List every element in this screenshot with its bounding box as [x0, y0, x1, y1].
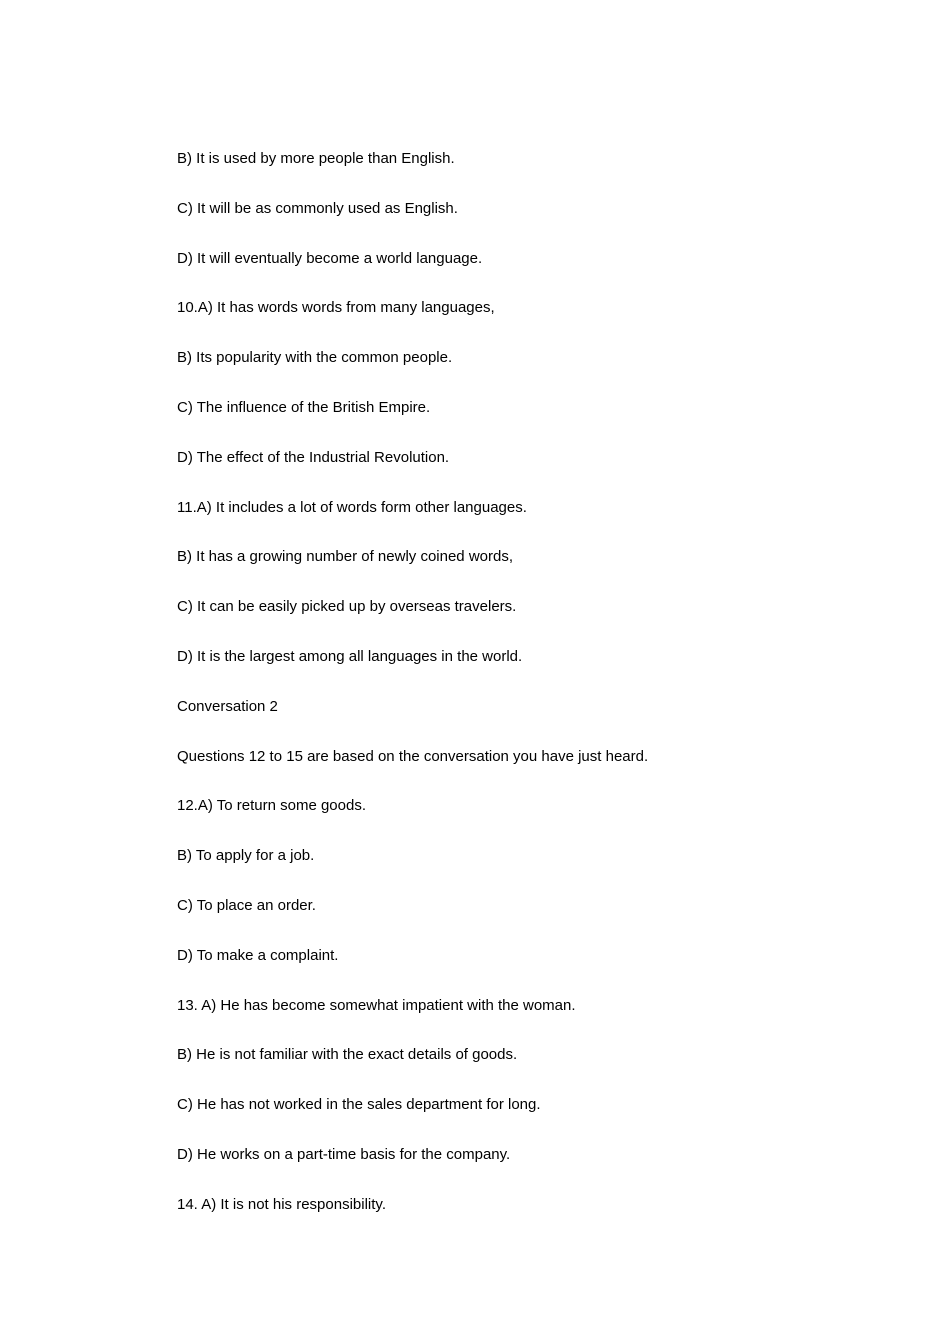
option-line: C) To place an order.: [177, 896, 316, 914]
option-line: B) He is not familiar with the exact details of goods.: [177, 1046, 518, 1064]
option-line: B) Its popularity with the common people.: [177, 349, 453, 367]
option-line: B) It is used by more people than English.: [177, 150, 455, 167]
option-line: C) The influence of the British Empire.: [177, 398, 431, 416]
question-line: 11.A) It includes a lot of words form other languages.: [177, 498, 527, 516]
question-line: 14. A) It is not his responsibility.: [177, 1195, 386, 1213]
option-line: C) It will be as commonly used as English.: [177, 199, 458, 217]
option-line: D) To make a complaint.: [177, 946, 339, 964]
instruction-line: Questions 12 to 15 are based on the conversation you have just heard.: [177, 747, 649, 765]
question-line: 10.A) It has words words from many languages,: [177, 299, 495, 317]
section-heading: Conversation 2: [177, 697, 278, 715]
option-line: D) It is the largest among all languages in the world.: [177, 647, 523, 665]
option-line: B) To apply for a job.: [177, 847, 315, 865]
question-line: 13. A) He has become somewhat impatient with the woman.: [177, 996, 576, 1014]
option-line: D) The effect of the Industrial Revolution.: [177, 448, 450, 466]
question-line: 12.A) To return some goods.: [177, 797, 366, 815]
option-line: D) It will eventually become a world language.: [177, 249, 483, 267]
option-line: B) It has a growing number of newly coined words,: [177, 548, 513, 566]
option-line: C) It can be easily picked up by overseas travelers.: [177, 598, 517, 616]
option-line: C) He has not worked in the sales department for long.: [177, 1096, 541, 1114]
option-line: D) He works on a part-time basis for the company.: [177, 1145, 511, 1163]
document-body: [177, 147, 648, 1243]
